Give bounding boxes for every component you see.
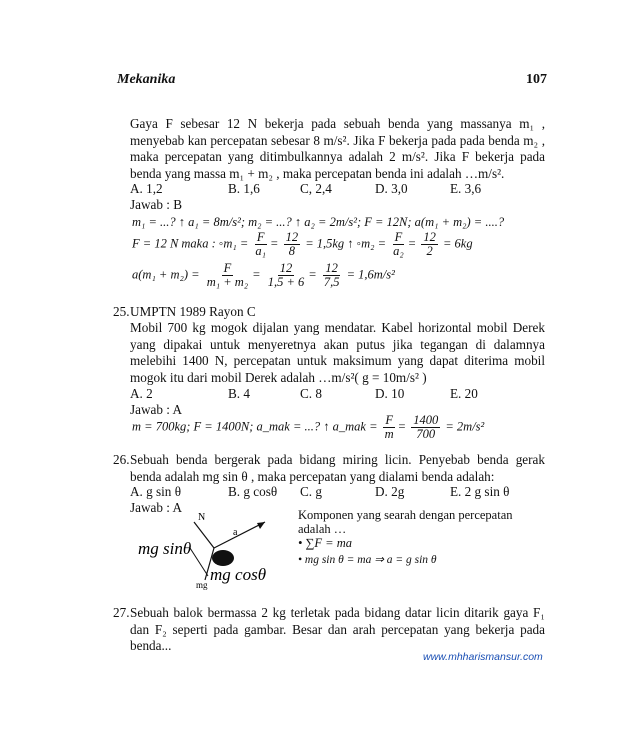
- q24-option-a: A. 1,2: [130, 181, 163, 196]
- page-number: 107: [526, 72, 547, 87]
- label-mg: mg: [196, 580, 208, 590]
- q26-answer: Jawab : A: [130, 500, 183, 515]
- inclined-plane-force-diagram: [130, 508, 295, 590]
- q26-option-b: B. g cosθ: [228, 484, 278, 499]
- label-mg-sin: mg sinθ: [138, 539, 192, 558]
- acceleration-arrow: [214, 522, 265, 548]
- q24-work-line3: a(m₁ + m₂) = $\frac{F}{\text{m₁ + m₂}}$ = $\frac{12}{1,5 + 6}$ = $\frac{12}{7,5}$ = 1,6m/s²: [132, 261, 395, 289]
- note-title: Komponen yang searah dengan percepatan: [298, 508, 513, 522]
- q24-work-line2: F = 12 N maka : ◦m₁ = $\frac{F}{\text{a₁}}$ = $\frac{12}{8}$ = 1,5kg ↑ ◦m₂ = $\frac{F}{\text{a₂}}$ = $\frac{12}{2}$ = 6kg: [132, 230, 473, 258]
- q25-option-d: D. 10: [375, 386, 405, 401]
- q26-option-d: D. 2g: [375, 484, 405, 499]
- q25-number: 25.: [113, 304, 130, 319]
- q25-option-b: B. 4: [228, 386, 250, 401]
- q24-answer: Jawab : B: [130, 197, 183, 212]
- q26-option-a: A. g sin θ: [130, 484, 182, 499]
- q24-option-d: D. 3,0: [375, 181, 408, 196]
- q24-option-c: C, 2,4: [300, 181, 332, 196]
- note-equation-1: • ∑F = ma: [298, 536, 353, 550]
- q24-option-e: E. 3,6: [450, 181, 482, 196]
- label-a: a: [233, 527, 238, 538]
- block-shape: [212, 550, 234, 566]
- q25-option-a: A. 2: [130, 386, 153, 401]
- note-equation-2: • mg sin θ = ma ⇒ a = g sin θ: [298, 554, 437, 566]
- q27-stem: Sebuah balok bermassa 2 kg terletak pada bidang datar licin ditarik gaya F₁ dan F₂ seperti pada gambar. Besar dan arah percepatan yang bekerja pada benda...: [130, 605, 545, 653]
- header-title: Mekanika: [117, 72, 176, 87]
- note-subtitle: adalah …: [298, 522, 347, 536]
- q25-option-e: E. 20: [450, 386, 478, 401]
- q26-stem: Sebuah benda bergerak pada bidang miring licin. Penyebab benda gerak benda adalah mg sin θ , maka percepatan yang dialami benda adalah:: [130, 452, 545, 484]
- q25-stem: Mobil 700 kg mogok dijalan yang mendatar. Kabel horizontal mobil Derek yang dipakai untuk menyeretnya akan putus jika tegangan di dalamnya melebihi 1400 N, percepatan untuk maksimum yang dapat diterima mobil mogok itu dari mobil Derek adalah …m/s²( g = 10m/s² ): [130, 320, 545, 385]
- q24-option-b: B. 1,6: [228, 181, 260, 196]
- q25-title: UMPTN 1989 Rayon C: [130, 304, 256, 319]
- q25-option-c: C. 8: [300, 386, 322, 401]
- q24-stem: Gaya F sebesar 12 N bekerja pada sebuah benda yang massanya m₁ , menyebab kan percepatan sebesar 8 m/s². Jika F bekerja pada pada benda m₂ , maka percepatan yang ditimbulkannya adalah 2 m/s². Jika F bekerja pada benda yang massa m₁ + m₂ , maka percepatan benda ini adalah …m/s².: [130, 116, 545, 181]
- q26-number: 26.: [113, 452, 130, 467]
- q26-option-c: C. g: [300, 484, 322, 499]
- label-mg-cos: mg cosθ: [210, 565, 267, 584]
- q24-work-line1: m₁ = ...? ↑ a₁ = 8m/s²; m₂ = ...? ↑ a₂ = 2m/s²; F = 12N; a(m₁ + m₂) = ....?: [132, 215, 505, 229]
- q25-work: m = 700kg; F = 1400N; a_mak = ...? ↑ a_mak = $\frac{F}{m}$ = $\frac{1400}{700}$ = 2m/s²: [132, 413, 485, 441]
- normal-force-arrow: [194, 522, 214, 548]
- label-n: N: [198, 512, 206, 523]
- q27-number: 27.: [113, 605, 130, 620]
- q25-answer: Jawab : A: [130, 402, 183, 417]
- footer-url: www.mhharismansur.com: [423, 651, 543, 663]
- q26-option-e: E. 2 g sin θ: [450, 484, 510, 499]
- incline-line: [190, 548, 208, 576]
